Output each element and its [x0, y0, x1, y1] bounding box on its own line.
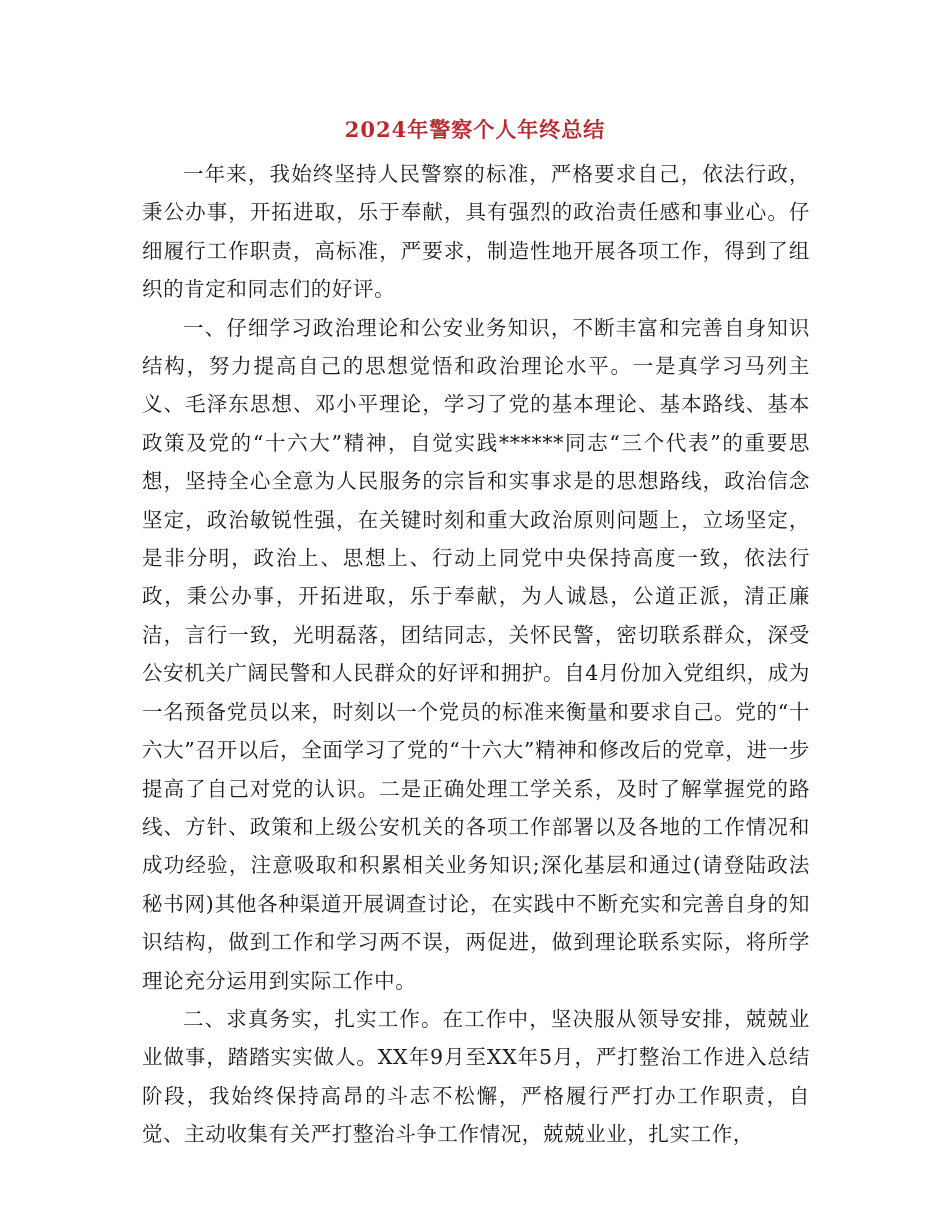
- document-title: 2024年警察个人年终总结: [344, 117, 606, 142]
- paragraph-section-1: 一、仔细学习政治理论和公安业务知识，不断丰富和完善自身知识结构，努力提高自己的思想觉悟和政治理论水平。一是真学习马列主义、毛泽东思想、邓小平理论，学习了党的基本理论、基本路线、基本政策及党的“十六大”精神，自觉实践******同志“三个代表”的重要思想，坚持全心全意为人民服务的宗旨和实事求是的思想路线，政治信念坚定，政治敏锐性强，在关键时刻和重大政治原则问题上，立场坚定，是非分明，政治上、思想上、行动上同党中央保持高度一致，依法行政，秉公办事，开拓进取，乐于奉献，为人诚恳，公道正派，清正廉洁，言行一致，光明磊落，团结同志，关怀民警，密切联系群众，深受公安机关广阔民警和人民群众的好评和拥护。自4月份加入党组织，成为一名预备党员以来，时刻以一个党员的标准来衡量和要求自己。党的“十六大”召开以后，全面学习了党的“十六大”精神和修改后的党章，进一步提高了自己对党的认识。二是正确处理工学关系，及时了解掌握党的路线、方针、政策和上级公安机关的各项工作部署以及各地的工作情况和成功经验，注意吸取和积累相关业务知识;深化基层和通过(请登陆政法秘书网)其他各种渠道开展调查讨论，在实践中不断充实和完善自身的知识结构，做到工作和学习两不误，两促进，做到理论联系实际，将所学理论充分运用到实际工作中。: [142, 315, 810, 993]
- paragraph-section-2: 二、求真务实，扎实工作。在工作中，坚决服从领导安排，兢兢业业做事，踏踏实实做人。XX年9月至XX年5月，严打整治工作进入总结阶段，我始终保持高昂的斗志不松懈，严格履行严打办工作职责，自觉、主动收集有关严打整治斗争工作情况，兢兢业业，扎实工作，: [142, 1006, 810, 1147]
- paragraph-intro: 一年来，我始终坚持人民警察的标准，严格要求自己，依法行政，秉公办事，开拓进取，乐于奉献，具有强烈的政治责任感和事业心。仔细履行工作职责，高标准，严要求，制造性地开展各项工作，得到了组织的肯定和同志们的好评。: [142, 162, 810, 302]
- document-body: [142, 155, 810, 1154]
